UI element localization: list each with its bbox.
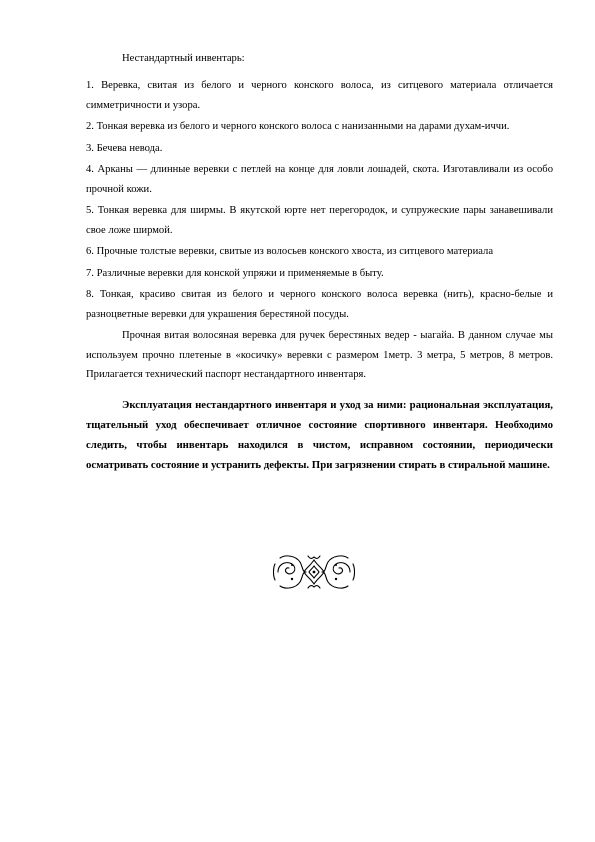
- decorative-flourish-icon: [272, 552, 356, 592]
- section-heading: Нестандартный инвентарь:: [122, 53, 245, 64]
- body-paragraph: Прочная витая волосяная веревка для ручек берестяных ведер - ыагайа. В данном случае мы используем прочно плетеные в «косичку» веревки с размером 1метр. 3 метра, 5 метров, 8 метров. Прилагается технический паспорт нестандартного инвентаря.: [86, 330, 553, 380]
- list-item: 8. Тонкая, красиво свитая из белого и черного конского волоса веревка (нить), красно-белые и разноцветные веревки для украшения берестяной посуды.: [86, 289, 553, 320]
- list-item: 3. Бечева невода.: [86, 142, 163, 154]
- list-item: 2. Тонкая веревка из белого и черного конского волоса с нанизанными на дарами духам-иччи.: [86, 121, 510, 132]
- maintenance-paragraph: Эксплуатация нестандартного инвентаря и уход за ними: рациональная эксплуатация, тщательный уход обеспечивает отличное состояние спортивного инвентаря. Необходимо следить, чтобы инвентарь находился в чистом, исправном состоянии, периодически осматривать состояние и устранить дефекты. При загрязнении стирать в стиральной машине.: [86, 398, 553, 471]
- list-item: 7. Различные веревки для конской упряжи и применяемые в быту.: [86, 267, 384, 279]
- list-item: 4. Арканы — длинные веревки с петлей на конце для ловли лошадей, скота. Изготавливали из особо прочной кожи.: [86, 164, 553, 195]
- list-item: 6. Прочные толстые веревки, свитые из волосьев конского хвоста, из ситцевого материала: [86, 246, 494, 257]
- list-item: 1. Веревка, свитая из белого и черного конского волоса, из ситцевого материала отличается симметричности и узора.: [86, 80, 553, 111]
- list-item: 5. Тонкая веревка для ширмы. В якутской юрте нет перегородок, и супружеские пары занавешивали свое ложе ширмой.: [86, 205, 553, 236]
- inventory-list: [86, 76, 553, 324]
